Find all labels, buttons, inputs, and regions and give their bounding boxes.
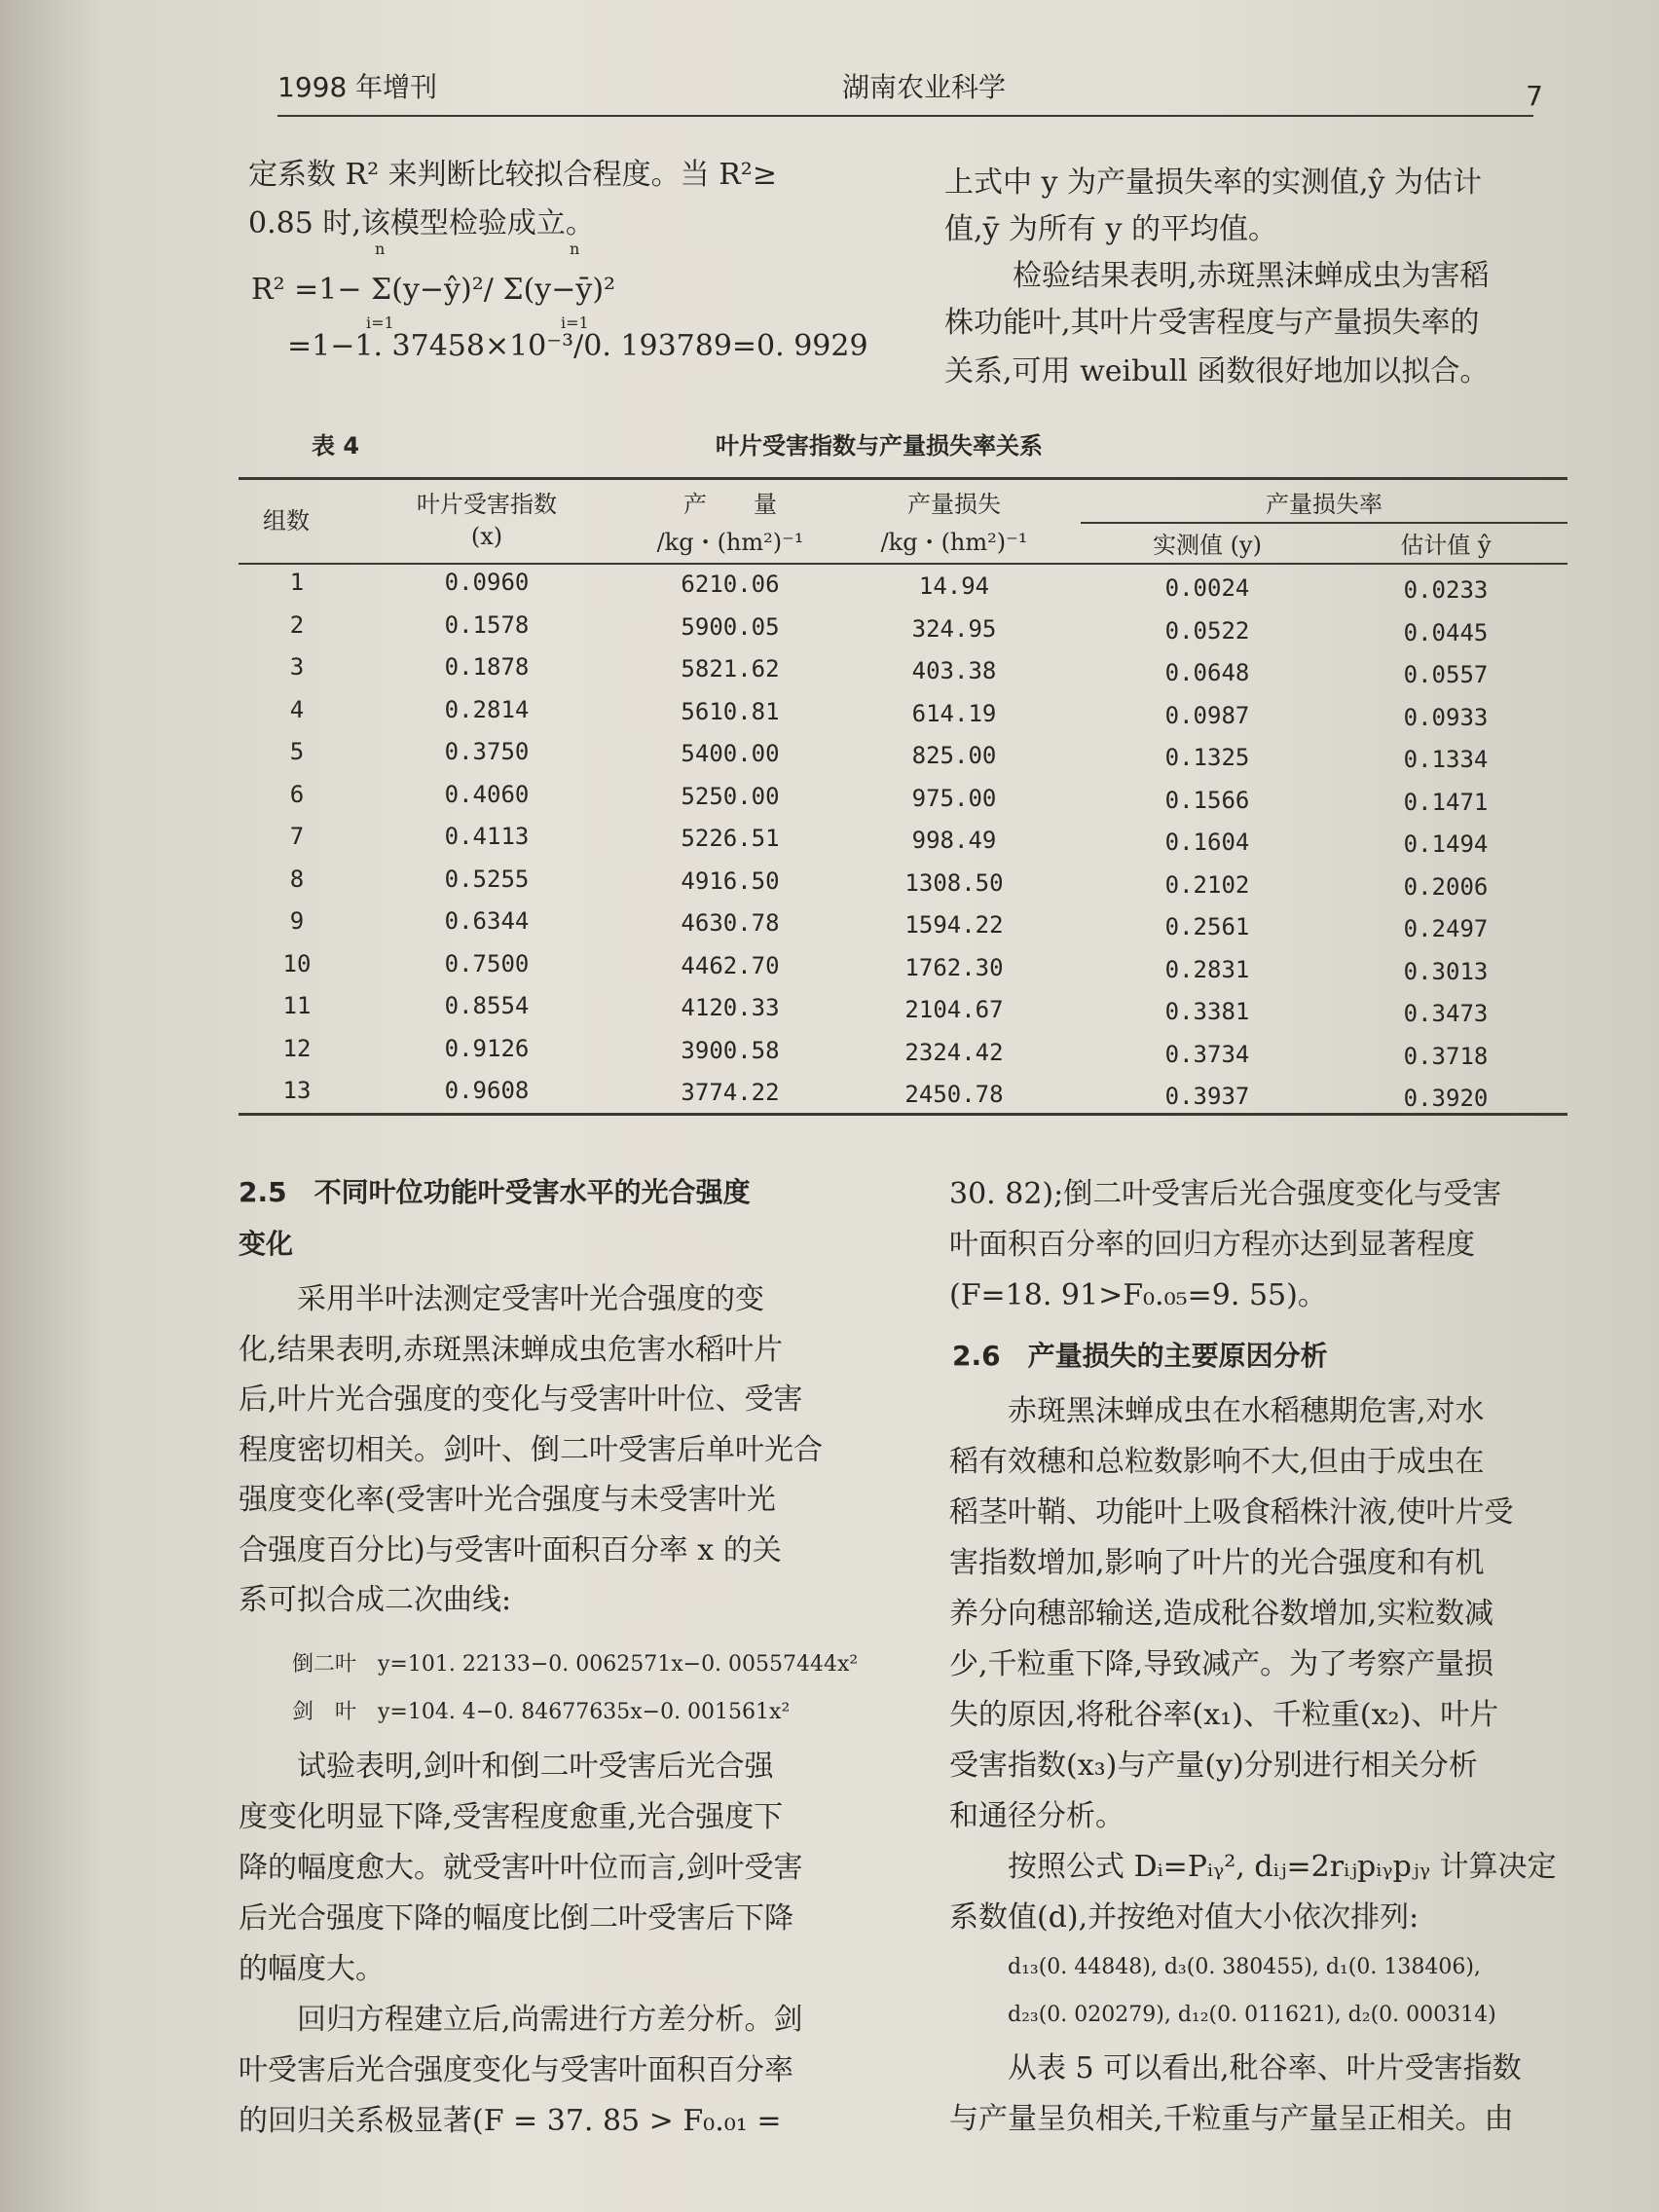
cell-measured: 0.2831 <box>1164 955 1250 983</box>
paragraph-line: 稻茎叶鞘、功能叶上吸食稻株汁液,使叶片受 <box>949 1495 1514 1530</box>
cell-loss: 1308.50 <box>904 868 1004 897</box>
col-header-estimated: 估计值 ŷ <box>1400 532 1492 559</box>
cell-group: 13 <box>282 1077 312 1104</box>
paragraph-line: 0.85 时,该模型检验成立。 <box>248 206 595 240</box>
cell-index: 0.1878 <box>444 653 530 681</box>
cell-group: 8 <box>289 865 305 893</box>
sum-upper-limit: n <box>375 240 386 258</box>
cell-group: 5 <box>289 738 305 765</box>
cell-loss: 403.38 <box>911 657 997 684</box>
paragraph-line: 回归方程建立后,尚需进行方差分析。剑 <box>239 2003 803 2037</box>
page-number: 7 <box>1526 80 1543 112</box>
cell-estimated: 0.3013 <box>1403 957 1489 985</box>
cell-group: 2 <box>289 610 305 639</box>
cell-measured: 0.0522 <box>1164 616 1250 645</box>
table-label: 表 4 <box>312 432 360 460</box>
cell-estimated: 0.3473 <box>1403 1000 1489 1027</box>
d-values-line: d₁₃(0. 44848), d₃(0. 380455), d₁(0. 138406), <box>1008 1955 1481 1979</box>
cell-yield: 4120.33 <box>681 994 780 1021</box>
r2-result: =1−1. 37458×10⁻³/0. 193789=0. 9929 <box>287 329 868 363</box>
cell-estimated: 0.0933 <box>1403 703 1489 731</box>
paragraph-line: 株功能叶,其叶片受害程度与产量损失率的 <box>944 306 1480 340</box>
cell-index: 0.8554 <box>444 992 530 1019</box>
col-header-loss-unit: /kg・(hm²)⁻¹ <box>880 529 1028 556</box>
col-header-yield: 产 量 <box>683 491 777 518</box>
cell-measured: 0.3937 <box>1164 1083 1250 1110</box>
cell-group: 10 <box>282 949 312 977</box>
cell-yield: 5821.62 <box>681 655 780 682</box>
sum-lower-limit: i=1 <box>366 313 394 332</box>
cell-index: 0.6344 <box>444 907 530 935</box>
paragraph-line: 叶受害后光合强度变化与受害叶面积百分率 <box>239 2053 793 2087</box>
cell-measured: 0.1566 <box>1164 786 1250 814</box>
paragraph-line: 养分向穗部输送,造成秕谷数增加,实粒数减 <box>949 1597 1494 1631</box>
cell-group: 12 <box>282 1034 312 1062</box>
cell-group: 11 <box>282 992 312 1019</box>
table-header-rule <box>239 563 1567 565</box>
cell-yield: 3774.22 <box>681 1079 780 1106</box>
cell-loss: 614.19 <box>911 699 997 727</box>
cell-measured: 0.0648 <box>1164 659 1250 686</box>
paragraph-line: 关系,可用 weibull 函数很好地加以拟合。 <box>944 354 1490 388</box>
cell-loss: 825.00 <box>911 742 997 769</box>
cell-group: 6 <box>289 780 305 808</box>
cell-measured: 0.3734 <box>1164 1040 1250 1068</box>
paragraph-line: 少,千粒重下降,导致减产。为了考察产量损 <box>949 1647 1494 1681</box>
cell-yield: 3900.58 <box>681 1036 780 1064</box>
paragraph-line: 害指数增加,影响了叶片的光合强度和有机 <box>949 1546 1485 1580</box>
section-heading: 2.6 产量损失的主要原因分析 <box>952 1340 1328 1372</box>
col-header-loss: 产量损失 <box>907 491 1001 518</box>
paragraph-line: 程度密切相关。剑叶、倒二叶受害后单叶光合 <box>239 1432 823 1467</box>
cell-index: 0.5255 <box>444 865 530 893</box>
paragraph-line: 按照公式 Dᵢ=Pᵢᵧ², dᵢⱼ=2rᵢⱼpᵢᵧpⱼᵧ 计算决定 <box>949 1850 1557 1884</box>
cell-yield: 6210.06 <box>681 571 780 598</box>
cell-loss: 2104.67 <box>904 996 1004 1023</box>
cell-estimated: 0.0557 <box>1403 661 1489 688</box>
paragraph-line: 失的原因,将秕谷率(x₁)、千粒重(x₂)、叶片 <box>949 1698 1499 1732</box>
cell-estimated: 0.0233 <box>1403 576 1489 604</box>
sum-upper-limit: n <box>570 240 580 258</box>
paragraph-line: 系数值(d),并按绝对值大小依次排列: <box>949 1900 1419 1935</box>
cell-group: 4 <box>289 695 305 723</box>
sum-lower-limit: i=1 <box>561 313 589 332</box>
cell-yield: 5610.81 <box>681 697 780 725</box>
cell-loss: 324.95 <box>911 614 997 643</box>
cell-measured: 0.1604 <box>1164 829 1250 856</box>
table-top-rule <box>239 477 1567 480</box>
paragraph-line: 稻有效穗和总粒数影响不大,但由于成虫在 <box>949 1445 1485 1479</box>
cell-yield: 4630.78 <box>681 909 780 937</box>
r2-formula: R² =1− Σ(y−ŷ)²/ Σ(y−ȳ)² <box>251 273 616 307</box>
cell-index: 0.1578 <box>444 610 530 639</box>
cell-estimated: 0.1471 <box>1403 788 1489 816</box>
cell-index: 0.9126 <box>444 1034 530 1062</box>
cell-yield: 4916.50 <box>681 866 780 895</box>
paragraph-line: 降的幅度愈大。就受害叶叶位而言,剑叶受害 <box>239 1851 803 1885</box>
paragraph-line: 强度变化率(受害叶光合强度与未受害叶光 <box>239 1483 776 1517</box>
cell-estimated: 0.2006 <box>1403 872 1489 901</box>
paragraph-line: 采用半叶法测定受害叶光合强度的变 <box>239 1282 764 1316</box>
table-title: 叶片受害指数与产量损失率关系 <box>716 432 1043 460</box>
paragraph-line: 合强度百分比)与受害叶面积百分率 x 的关 <box>239 1532 782 1567</box>
section-heading: 2.5 不同叶位功能叶受害水平的光合强度 <box>239 1176 751 1208</box>
col-header-group: 组数 <box>263 507 310 535</box>
cell-measured: 0.1325 <box>1164 744 1250 771</box>
col-header-index-unit: (x) <box>470 523 503 550</box>
paragraph-line: 后光合强度下降的幅度比倒二叶受害后下降 <box>239 1901 793 1936</box>
cell-estimated: 0.0445 <box>1403 618 1489 646</box>
cell-loss: 14.94 <box>918 572 990 600</box>
cell-loss: 2324.42 <box>904 1038 1004 1066</box>
cell-loss: 975.00 <box>911 784 997 812</box>
cell-index: 0.2814 <box>444 695 530 723</box>
equation-second-leaf: 倒二叶 y=101. 22133−0. 0062571x−0. 00557444x² <box>292 1652 859 1677</box>
table-bottom-rule <box>239 1113 1567 1116</box>
paragraph-line: 的幅度大。 <box>239 1952 385 1986</box>
paragraph-line: 试验表明,剑叶和倒二叶受害后光合强 <box>239 1750 774 1784</box>
cell-group: 3 <box>289 653 305 681</box>
cell-index: 0.3750 <box>444 738 530 765</box>
cell-estimated: 0.1334 <box>1403 746 1489 773</box>
journal-title: 湖南农业科学 <box>842 71 1007 103</box>
running-header <box>277 66 1543 117</box>
cell-index: 0.4060 <box>444 780 530 808</box>
cell-yield: 5250.00 <box>681 782 780 810</box>
paragraph-line: 后,叶片光合强度的变化与受害叶叶位、受害 <box>239 1382 803 1417</box>
journal-issue: 1998 年增刊 <box>277 71 438 103</box>
cell-index: 0.9608 <box>444 1077 530 1104</box>
table-header-subrule <box>1081 522 1567 524</box>
cell-loss: 2450.78 <box>904 1081 1004 1108</box>
paragraph-line: 30. 82);倒二叶受害后光合强度变化与受害 <box>949 1177 1502 1211</box>
cell-group: 1 <box>289 569 305 596</box>
paragraph-line: 叶面积百分率的回归方程亦达到显著程度 <box>949 1228 1475 1262</box>
cell-group: 9 <box>289 907 305 935</box>
cell-estimated: 0.3718 <box>1403 1042 1489 1070</box>
paragraph-line: 上式中 y 为产量损失率的实测值,ŷ 为估计 <box>944 166 1483 200</box>
cell-measured: 0.3381 <box>1164 998 1250 1025</box>
col-header-yield-unit: /kg・(hm²)⁻¹ <box>656 529 804 556</box>
cell-measured: 0.0024 <box>1164 574 1250 602</box>
paragraph-line: 定系数 R² 来判断比较拟合程度。当 R²≥ <box>248 158 777 192</box>
cell-index: 0.4113 <box>444 823 530 850</box>
cell-index: 0.0960 <box>444 569 530 596</box>
paragraph-line: 度变化明显下降,受害程度愈重,光合强度下 <box>239 1800 784 1834</box>
cell-loss: 1594.22 <box>904 911 1004 939</box>
paragraph-line: 和通径分析。 <box>949 1799 1124 1833</box>
equation-flag-leaf: 剑 叶 y=104. 4−0. 84677635x−0. 001561x² <box>292 1700 791 1724</box>
col-header-measured: 实测值 (y) <box>1153 532 1262 559</box>
cell-loss: 998.49 <box>911 827 997 854</box>
cell-loss: 1762.30 <box>904 953 1004 981</box>
cell-measured: 0.2102 <box>1164 870 1250 899</box>
paragraph-line: 检验结果表明,赤斑黑沫蝉成虫为害稻 <box>1013 259 1490 293</box>
col-header-loss-rate: 产量损失率 <box>1266 491 1382 518</box>
cell-measured: 0.0987 <box>1164 701 1250 729</box>
paragraph-line: 的回归关系极显著(F = 37. 85 > F₀.₀₁ = <box>239 2104 782 2138</box>
paragraph-line: (F=18. 91>F₀.₀₅=9. 55)。 <box>949 1278 1327 1312</box>
cell-yield: 5900.05 <box>681 612 780 641</box>
paragraph-line: 赤斑黑沫蝉成虫在水稻穗期危害,对水 <box>949 1394 1485 1428</box>
cell-estimated: 0.3920 <box>1403 1085 1489 1112</box>
cell-yield: 4462.70 <box>681 951 780 979</box>
cell-index: 0.7500 <box>444 949 530 977</box>
cell-estimated: 0.2497 <box>1403 915 1489 942</box>
d-values-line: d₂₃(0. 020279), d₁₂(0. 011621), d₂(0. 000314) <box>1008 2003 1496 2027</box>
cell-estimated: 0.1494 <box>1403 830 1489 858</box>
paragraph-line: 从表 5 可以看出,秕谷率、叶片受害指数 <box>949 2051 1522 2085</box>
cell-group: 7 <box>289 823 305 850</box>
cell-yield: 5400.00 <box>681 740 780 767</box>
paragraph-line: 化,结果表明,赤斑黑沫蝉成虫危害水稻叶片 <box>239 1332 784 1367</box>
cell-yield: 5226.51 <box>681 825 780 852</box>
section-heading-cont: 变化 <box>239 1228 294 1260</box>
paragraph-line: 值,ȳ 为所有 y 的平均值。 <box>944 212 1278 246</box>
paragraph-line: 系可拟合成二次曲线: <box>239 1583 512 1617</box>
cell-measured: 0.2561 <box>1164 913 1250 940</box>
paragraph-line: 受害指数(x₃)与产量(y)分别进行相关分析 <box>949 1749 1478 1783</box>
paragraph-line: 与产量呈负相关,千粒重与产量呈正相关。由 <box>949 2102 1514 2136</box>
col-header-index: 叶片受害指数 <box>417 491 557 518</box>
